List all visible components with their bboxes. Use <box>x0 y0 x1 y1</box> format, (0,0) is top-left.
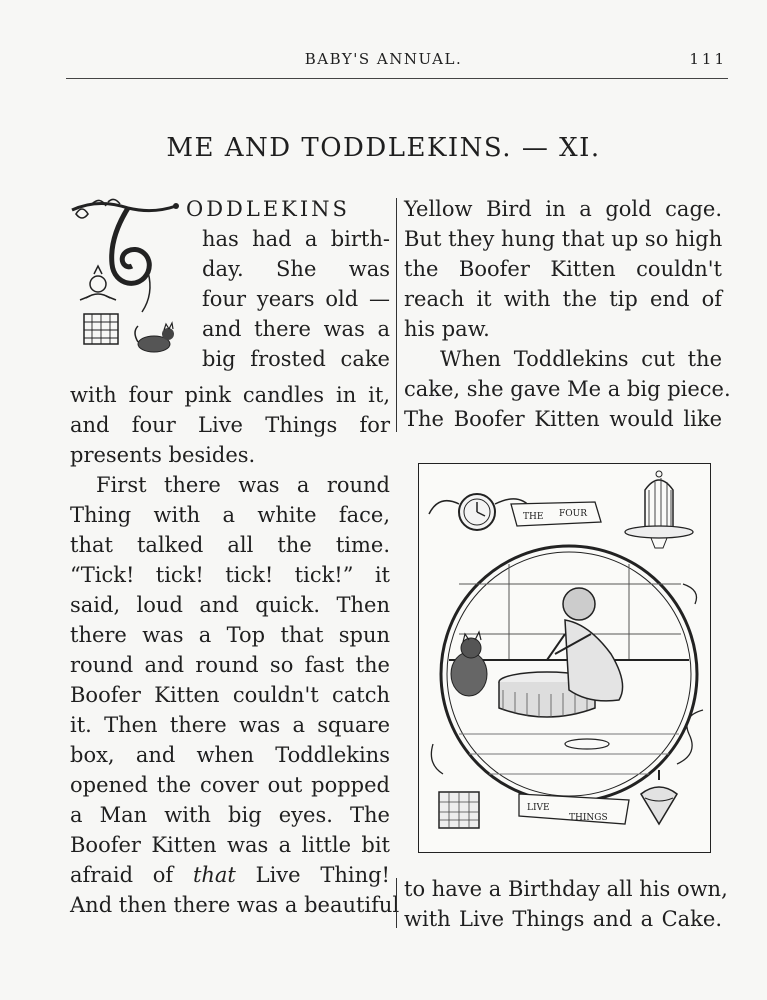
emphasized-word: that <box>192 863 236 887</box>
text-line: with Live Things and a Cake. <box>404 907 722 931</box>
text-line: opened the cover out popped <box>70 773 390 797</box>
column-rule-top <box>396 198 397 432</box>
text-line: round and round so fast the <box>70 653 390 677</box>
text-line-emphasis <box>70 860 390 890</box>
banner-bottom-word: THINGS <box>569 813 608 823</box>
text-line: and four Live Things for <box>70 413 390 437</box>
text-line: cake, she gave Me a big piece. <box>404 377 731 401</box>
text-line: “Tick! tick! tick! tick!” it <box>70 563 390 587</box>
text-line: Yellow Bird in a gold cage. <box>404 197 722 221</box>
text-line: Boofer Kitten was a little bit <box>70 833 390 857</box>
left-column-indented <box>186 194 390 374</box>
text-line: reach it with the tip end of <box>404 287 722 311</box>
text-line: to have a Birthday all his own, <box>404 877 728 901</box>
left-column-body <box>70 380 400 920</box>
text-line: has had a birth- <box>202 227 390 251</box>
column-rule-bottom <box>396 878 397 928</box>
text-line: his paw. <box>404 317 490 341</box>
right-column-body <box>404 194 731 434</box>
text-line: that talked all the time. <box>70 533 390 557</box>
text-line: and there was a <box>202 317 390 341</box>
banner-top-word: THE <box>523 512 544 522</box>
drop-cap-illustration <box>68 194 180 360</box>
right-column-bottom <box>404 874 728 934</box>
text-line: First there was a round <box>96 473 390 497</box>
text-line: day. She was <box>202 257 390 281</box>
chapter-title: ME AND TODDLEKINS. — XI. <box>166 133 601 163</box>
text-line: with four pink candles in it, <box>70 383 390 407</box>
text-line: the Boofer Kitten couldn't <box>404 257 722 281</box>
text-line: presents besides. <box>70 443 256 467</box>
text-line: big frosted cake <box>202 347 390 371</box>
text-line: there was a Top that spun <box>70 623 390 647</box>
text-line: The Boofer Kitten would like <box>404 407 722 431</box>
text-line: And then there was a beautiful <box>70 893 400 917</box>
text-line: it. Then there was a square <box>70 713 390 737</box>
illustration-drawing <box>419 464 710 852</box>
text-line: Boofer Kitten couldn't catch <box>70 683 390 707</box>
text-line: Thing with a white face, <box>70 503 390 527</box>
text-fragment: afraid of <box>70 863 193 887</box>
birthday-illustration <box>418 463 711 853</box>
text-line: box, and when Toddlekins <box>70 743 390 767</box>
drop-cap-continuation: ODDLEKINS <box>186 197 350 221</box>
header-rule <box>66 78 728 79</box>
text-line: a Man with big eyes. The <box>70 803 390 827</box>
text-line: When Toddlekins cut the <box>440 347 722 371</box>
banner-top-word: FOUR <box>559 509 587 519</box>
banner-bottom-word: LIVE <box>527 803 550 813</box>
page-number: 111 <box>689 50 727 68</box>
text-line: said, loud and quick. Then <box>70 593 390 617</box>
text-fragment: Live Thing! <box>235 863 390 887</box>
text-line: four years old — <box>202 287 390 311</box>
text-line: But they hung that up so high <box>404 227 723 251</box>
running-header-title: BABY'S ANNUAL. <box>304 50 463 68</box>
